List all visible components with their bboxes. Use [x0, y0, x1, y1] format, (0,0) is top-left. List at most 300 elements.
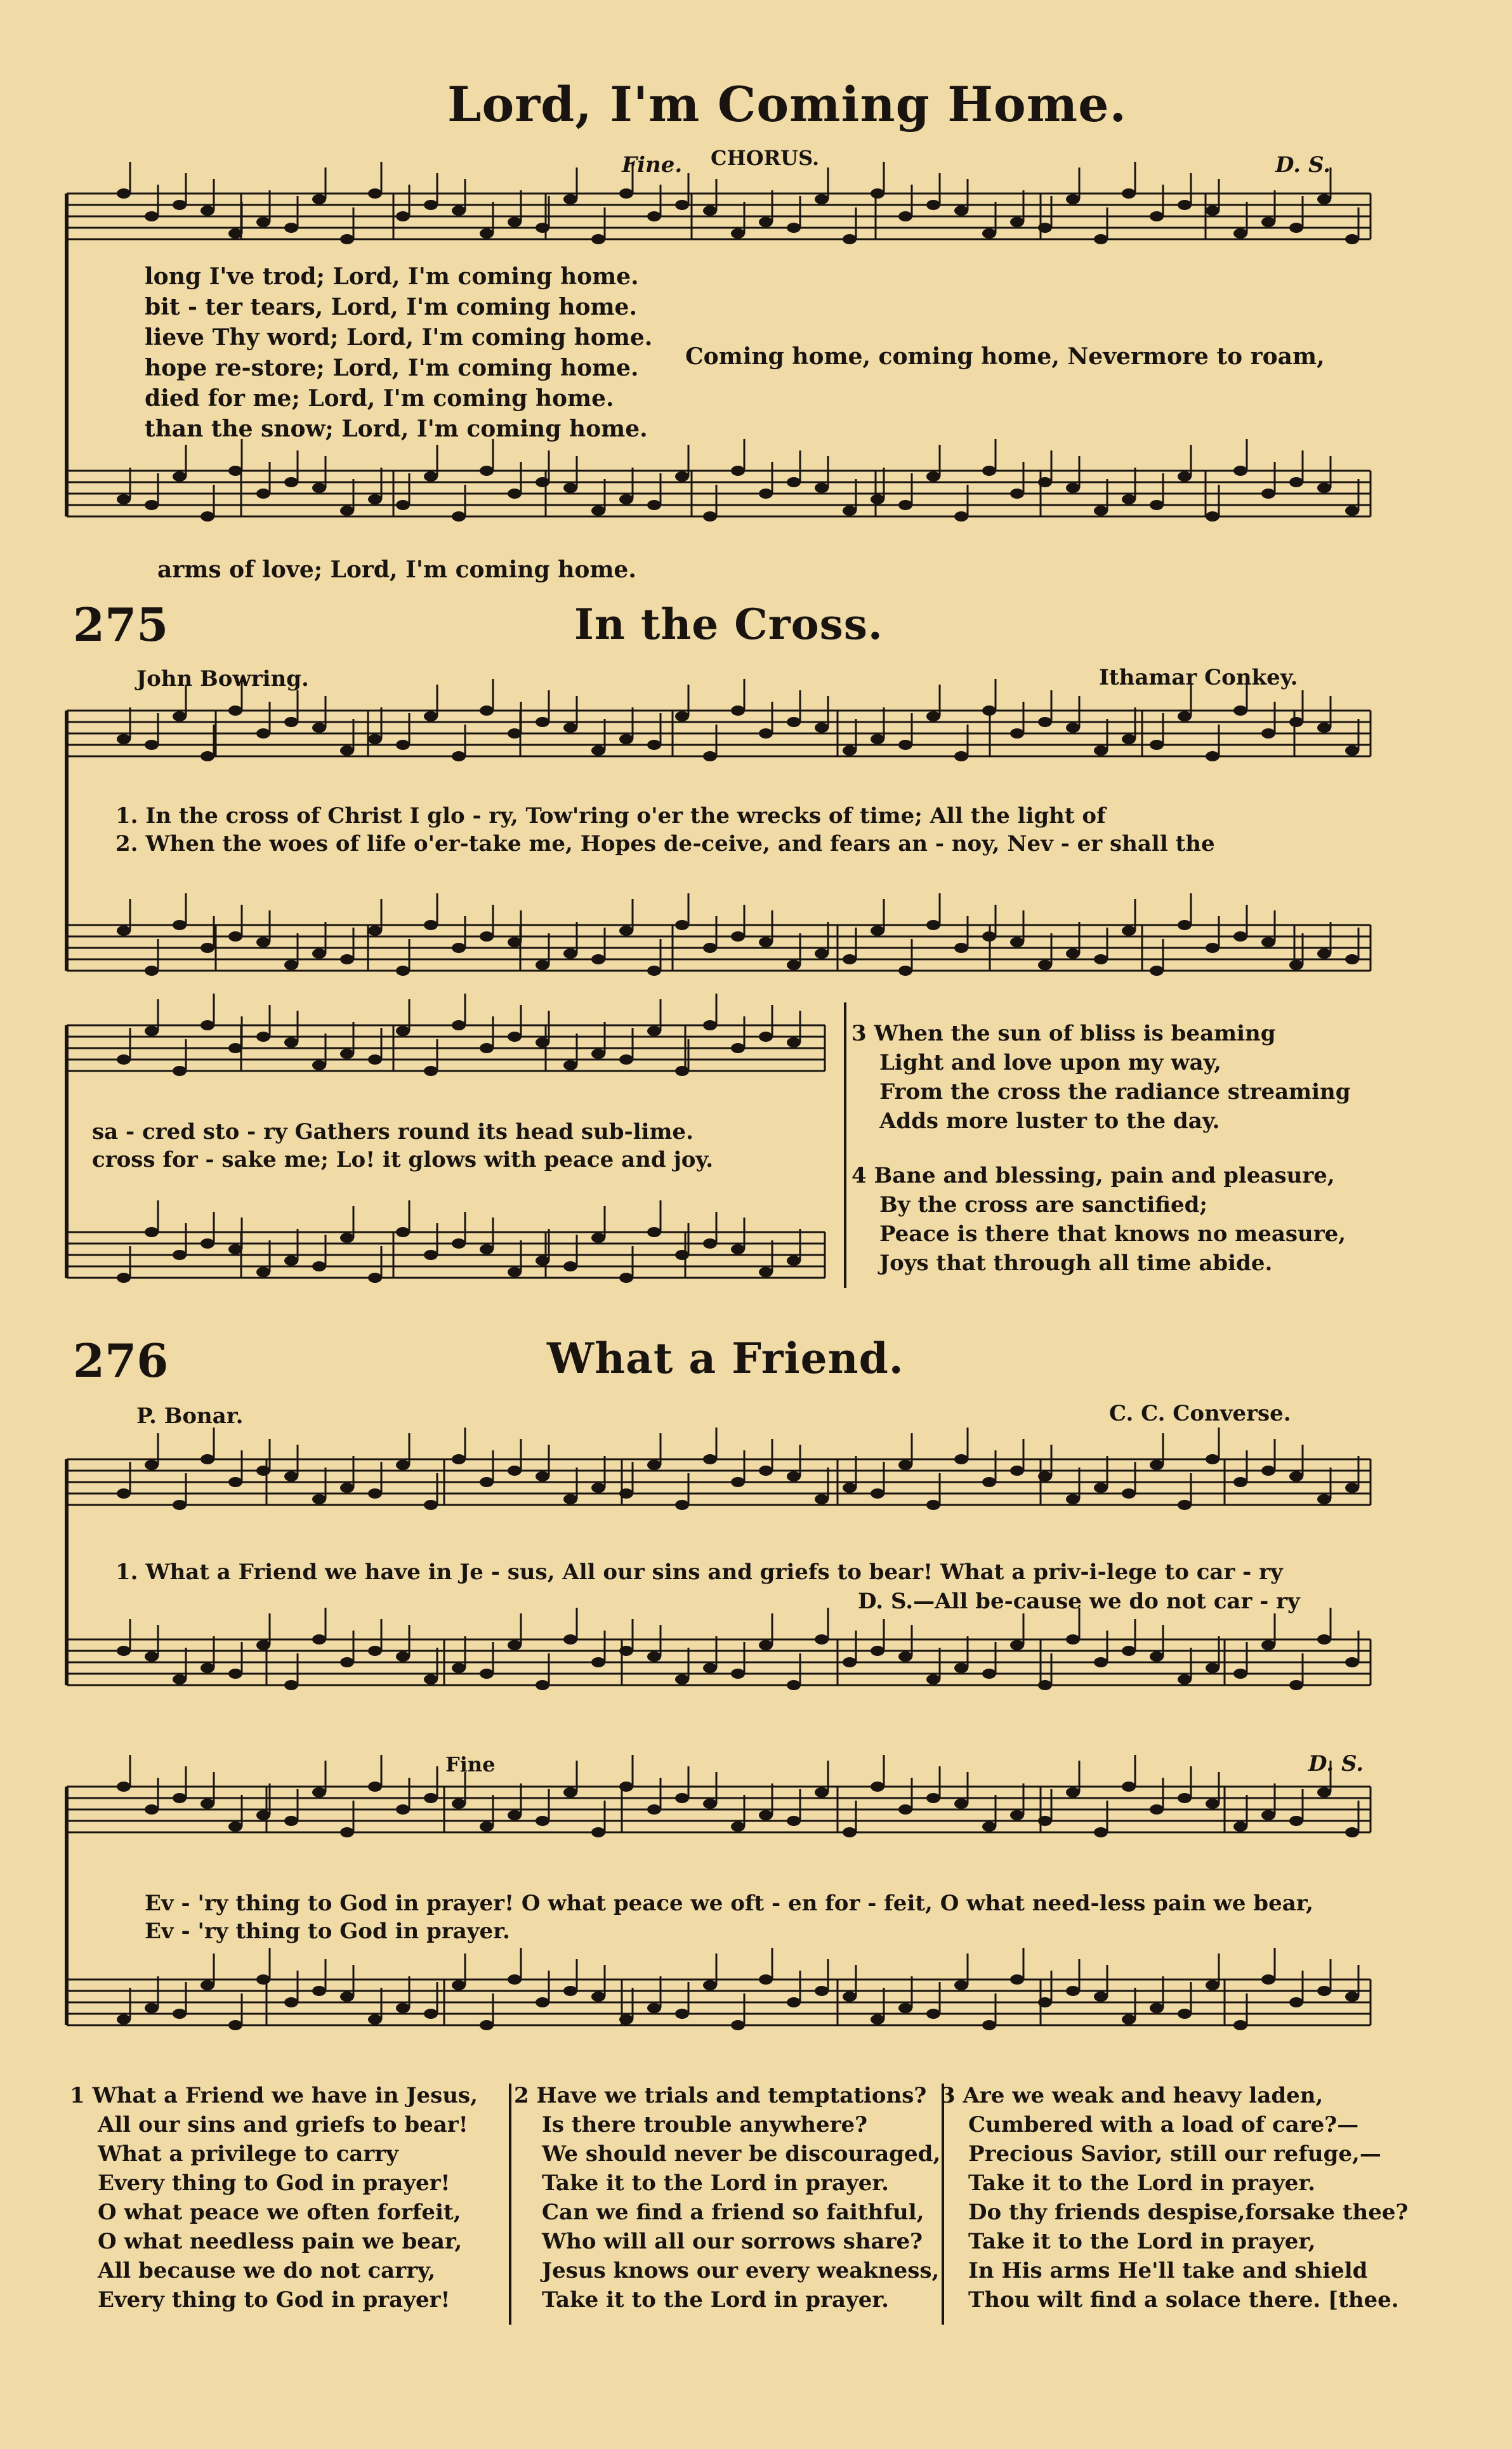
verse-line: Every thing to God in prayer!	[98, 2170, 450, 2196]
note-head	[424, 2009, 438, 2019]
chorus-lyric: Coming home, coming home, Nevermore to roam,	[685, 343, 1325, 370]
note-head	[117, 494, 131, 504]
verse-endings	[145, 261, 652, 444]
note-head	[480, 1244, 494, 1254]
verse-3	[940, 2081, 1408, 2314]
note-head	[228, 228, 242, 239]
note-head	[452, 1238, 466, 1249]
note-head	[145, 2003, 159, 2013]
note-head	[284, 1997, 298, 2007]
note-head	[591, 1992, 605, 2002]
note-head	[954, 751, 968, 761]
note-head	[256, 728, 270, 739]
note-head	[536, 1037, 549, 1047]
note-head	[340, 1992, 354, 2002]
note-head	[703, 206, 717, 216]
note-head	[117, 1273, 131, 1283]
note-head	[396, 1460, 410, 1470]
note-head	[1010, 728, 1024, 739]
note-head	[201, 511, 214, 522]
note-head	[368, 494, 382, 504]
note-head	[591, 1049, 605, 1059]
note-head	[340, 1657, 354, 1667]
note-head	[759, 728, 773, 739]
note-head	[619, 188, 633, 199]
note-head	[703, 1020, 717, 1030]
note-head	[340, 1049, 354, 1059]
note-head	[228, 1669, 242, 1679]
verse-line: Take it to the Lord in prayer.	[542, 2170, 889, 2196]
note-head	[982, 228, 996, 239]
note-head	[619, 494, 633, 504]
note-head	[1010, 489, 1024, 499]
note-head	[256, 1267, 270, 1277]
note-head	[480, 466, 494, 476]
note-head	[954, 511, 968, 522]
note-head	[1206, 1663, 1219, 1673]
note-head	[1066, 1634, 1080, 1645]
note-head	[1038, 1680, 1052, 1690]
note-head	[145, 1651, 159, 1662]
verse-line: Every thing to God in prayer!	[98, 2287, 450, 2313]
note-head	[954, 1663, 968, 1673]
note-head	[703, 1238, 717, 1249]
verse-line: From the cross the radiance streaming	[879, 1079, 1351, 1105]
note-head	[368, 1054, 382, 1065]
note-head	[647, 1804, 661, 1815]
note-head	[1233, 1669, 1247, 1679]
note-head	[703, 1663, 717, 1673]
note-head	[1261, 1974, 1275, 1985]
note-head	[452, 943, 466, 953]
note-head	[536, 960, 549, 970]
note-head	[284, 477, 298, 487]
note-head	[563, 1261, 577, 1271]
note-head	[703, 1980, 717, 1990]
note-head	[340, 1827, 354, 1837]
hymn-author: P. Bonar.	[136, 1403, 244, 1429]
note-head	[452, 751, 466, 761]
note-head	[619, 1782, 633, 1792]
note-head	[424, 711, 438, 721]
note-head	[1345, 506, 1359, 516]
note-head	[508, 1466, 522, 1476]
note-head	[926, 1793, 940, 1803]
note-head	[173, 2009, 187, 2019]
note-head	[1150, 1804, 1164, 1815]
note-head	[1094, 745, 1108, 756]
note-head	[424, 1793, 438, 1803]
note-head	[731, 2020, 745, 2030]
note-head	[256, 1466, 270, 1476]
note-head	[312, 1986, 326, 1996]
note-head	[843, 506, 857, 516]
note-head	[228, 2020, 242, 2030]
note-head	[926, 200, 940, 210]
note-head	[815, 1986, 829, 1996]
verse-line: All our sins and griefs to bear!	[98, 2112, 468, 2137]
note-head	[536, 477, 549, 487]
note-head	[145, 211, 159, 221]
note-head	[1317, 949, 1331, 959]
note-head	[1178, 200, 1192, 210]
hymn-number: 276	[73, 1334, 169, 1388]
note-head	[787, 717, 801, 727]
verse-line: Light and love upon my way,	[879, 1050, 1221, 1075]
note-head	[1122, 1488, 1136, 1499]
note-head	[1122, 734, 1136, 744]
note-head	[898, 1804, 912, 1815]
note-head	[1345, 1992, 1359, 2002]
note-head	[117, 1488, 131, 1499]
note-head	[368, 188, 382, 199]
note-head	[312, 1787, 326, 1797]
note-head	[145, 500, 159, 510]
note-head	[201, 943, 214, 953]
note-head	[815, 1634, 829, 1645]
note-head	[591, 954, 605, 964]
note-head	[368, 1782, 382, 1792]
note-head	[1233, 1477, 1247, 1487]
note-head	[1094, 954, 1108, 964]
note-head	[619, 1646, 633, 1656]
note-head	[1178, 1500, 1192, 1510]
note-head	[1345, 1827, 1359, 1837]
note-head	[1094, 1657, 1108, 1667]
note-head	[284, 1256, 298, 1266]
note-head	[1122, 2014, 1136, 2025]
note-head	[228, 466, 242, 476]
note-head	[1178, 471, 1192, 482]
note-head	[480, 1043, 494, 1053]
note-head	[312, 1494, 326, 1504]
note-head	[731, 1244, 745, 1254]
note-head	[424, 1250, 438, 1260]
verse-line: 4 Bane and blessing, pain and pleasure,	[851, 1163, 1335, 1188]
note-head	[1010, 217, 1024, 227]
note-head	[1233, 706, 1247, 716]
note-head	[201, 751, 214, 761]
note-head	[926, 2009, 940, 2019]
note-head	[340, 234, 354, 244]
verse-line: We should never be discouraged,	[542, 2141, 941, 2167]
note-head	[480, 1822, 494, 1832]
note-head	[703, 1799, 717, 1809]
note-head	[424, 920, 438, 930]
note-head	[1094, 1827, 1108, 1837]
note-head	[368, 734, 382, 744]
note-head	[1261, 1810, 1275, 1820]
note-head	[898, 966, 912, 976]
note-head	[312, 483, 326, 493]
lyric-verse-2-cont: cross for - sake me; Lo! it glows with peace and joy.	[92, 1147, 714, 1172]
note-head	[815, 1494, 829, 1504]
lyric-verse-1: 1. What a Friend we have in Je - sus, All our sins and griefs to bear! What a priv-i-lege to car - ry	[115, 1559, 1283, 1585]
note-head	[201, 206, 214, 216]
note-head	[1317, 1634, 1331, 1645]
note-head	[508, 1810, 522, 1820]
note-head	[1150, 1460, 1164, 1470]
note-head	[201, 1799, 214, 1809]
note-head	[508, 489, 522, 499]
note-head	[815, 1787, 829, 1797]
note-head	[591, 1657, 605, 1667]
note-head	[1150, 740, 1164, 750]
note-head	[508, 1974, 522, 1985]
note-head	[1122, 494, 1136, 504]
note-head	[871, 2014, 884, 2025]
note-head	[591, 745, 605, 756]
note-head	[1178, 2009, 1192, 2019]
note-head	[815, 723, 829, 733]
verse-line: In His arms He'll take and shield	[968, 2258, 1368, 2283]
note-head	[982, 931, 996, 942]
note-head	[954, 1454, 968, 1464]
note-head	[1094, 1992, 1108, 2002]
verse-line: 3 Are we weak and heavy laden,	[940, 2083, 1324, 2108]
note-head	[619, 926, 633, 936]
note-head	[1178, 1674, 1192, 1684]
note-head	[1289, 223, 1303, 233]
note-head	[1206, 751, 1219, 761]
note-head	[508, 1267, 522, 1277]
note-head	[256, 1032, 270, 1042]
note-head	[340, 1483, 354, 1493]
note-head	[1122, 1646, 1136, 1656]
note-head	[201, 1020, 214, 1030]
note-head	[1289, 960, 1303, 970]
note-head	[1010, 937, 1024, 947]
note-head	[452, 511, 466, 522]
note-head	[759, 1974, 773, 1985]
verse-line: Cumbered with a load of care?—	[968, 2112, 1359, 2137]
note-head	[424, 1066, 438, 1076]
note-head	[982, 466, 996, 476]
note-head	[228, 1043, 242, 1053]
note-head	[173, 1250, 187, 1260]
lyric-line: long I've trod; Lord, I'm coming home.	[145, 263, 639, 290]
note-head	[591, 1233, 605, 1243]
note-head	[843, 1827, 857, 1837]
note-head	[563, 1634, 577, 1645]
note-head	[647, 966, 661, 976]
note-head	[1317, 1494, 1331, 1504]
note-head	[284, 223, 298, 233]
note-head	[954, 943, 968, 953]
note-head	[898, 211, 912, 221]
note-head	[1317, 483, 1331, 493]
note-head	[396, 1804, 410, 1815]
note-head	[1150, 966, 1164, 976]
note-head	[675, 1066, 689, 1076]
note-head	[173, 1793, 187, 1803]
lyric-line: lieve Thy word; Lord, I'm coming home.	[145, 324, 653, 351]
note-head	[1206, 511, 1219, 522]
note-head	[1317, 1986, 1331, 1996]
note-head	[1122, 188, 1136, 199]
note-head	[1150, 211, 1164, 221]
note-head	[843, 1483, 857, 1493]
note-head	[228, 1477, 242, 1487]
note-head	[117, 734, 131, 744]
note-head	[1345, 745, 1359, 756]
note-head	[675, 200, 689, 210]
lyric-line: than the snow; Lord, I'm coming home.	[145, 416, 648, 442]
note-head	[173, 200, 187, 210]
note-head	[843, 1657, 857, 1667]
note-head	[815, 194, 829, 204]
note-head	[452, 1454, 466, 1464]
lyric-verse-1-cont: sa - cred sto - ry Gathers round its head sub-lime.	[92, 1119, 694, 1145]
verse-line: 3 When the sun of bliss is beaming	[851, 1021, 1276, 1046]
hymn-author: John Bowring.	[136, 666, 309, 692]
note-head	[731, 466, 745, 476]
note-head	[452, 206, 466, 216]
note-head	[591, 1483, 605, 1493]
note-head	[173, 1066, 187, 1076]
verse-line: Can we find a friend so faithful,	[542, 2200, 924, 2225]
note-head	[1317, 723, 1331, 733]
note-head	[898, 1651, 912, 1662]
hymn-title: What a Friend.	[547, 1334, 904, 1383]
note-head	[1150, 500, 1164, 510]
note-head	[675, 1674, 689, 1684]
verse-2	[514, 2081, 940, 2314]
note-head	[898, 1460, 912, 1470]
note-head	[647, 1227, 661, 1237]
note-head	[675, 1250, 689, 1260]
note-head	[647, 1026, 661, 1036]
note-head	[871, 926, 884, 936]
note-head	[759, 1267, 773, 1277]
note-head	[619, 2014, 633, 2025]
note-head	[591, 506, 605, 516]
note-head	[396, 211, 410, 221]
note-head	[536, 1256, 549, 1266]
note-head	[312, 1634, 326, 1645]
note-head	[1206, 1454, 1219, 1464]
note-head	[145, 740, 159, 750]
note-head	[1345, 234, 1359, 244]
note-head	[536, 223, 549, 233]
note-head	[1206, 206, 1219, 216]
note-head	[871, 188, 884, 199]
note-head	[340, 506, 354, 516]
note-head	[368, 1488, 382, 1499]
verse-line: Precious Savior, still our refuge,—	[968, 2141, 1381, 2167]
note-head	[591, 234, 605, 244]
note-head	[145, 1026, 159, 1036]
note-head	[1317, 1787, 1331, 1797]
note-head	[1038, 717, 1052, 727]
note-head	[1178, 920, 1192, 930]
note-head	[1206, 1799, 1219, 1809]
note-head	[340, 745, 354, 756]
verse-4	[851, 1161, 1346, 1278]
note-head	[340, 1233, 354, 1243]
note-head	[452, 1980, 466, 1990]
note-head	[284, 1816, 298, 1826]
note-head	[675, 1500, 689, 1510]
hymn-composer: Ithamar Conkey.	[1099, 665, 1298, 690]
note-head	[703, 751, 717, 761]
note-head	[1066, 1787, 1080, 1797]
note-head	[675, 920, 689, 930]
note-head	[787, 1680, 801, 1690]
note-head	[563, 194, 577, 204]
note-head	[926, 1500, 940, 1510]
fine-mark: Fine	[445, 1752, 496, 1776]
note-head	[954, 206, 968, 216]
note-head	[731, 1669, 745, 1679]
note-head	[563, 1986, 577, 1996]
lyric-line: hope re-store; Lord, I'm coming home.	[145, 355, 639, 381]
note-head	[1038, 1816, 1052, 1826]
note-head	[982, 1822, 996, 1832]
lyric-ds: D. S.—All be-cause we do not car - ry	[858, 1589, 1300, 1614]
note-head	[731, 1043, 745, 1053]
verse-line: 1 What a Friend we have in Jesus,	[70, 2083, 478, 2108]
note-head	[480, 706, 494, 716]
ds-mark: D. S.	[1308, 1751, 1364, 1776]
note-head	[871, 494, 884, 504]
lyric-verse-1-cont: Ev - 'ry thing to God in prayer! O what peace we oft - en for - feit, O what need-less pain we bear,	[145, 1891, 1314, 1916]
note-head	[871, 1782, 884, 1792]
verse-line: Adds more luster to the day.	[879, 1108, 1220, 1134]
column-divider	[509, 2084, 511, 2325]
verse-line: Is there trouble anywhere?	[542, 2112, 868, 2137]
note-head	[1261, 728, 1275, 739]
note-head	[368, 1273, 382, 1283]
note-head	[1233, 931, 1247, 942]
note-head	[312, 1060, 326, 1070]
note-head	[926, 711, 940, 721]
note-head	[759, 937, 773, 947]
note-head	[731, 1822, 745, 1832]
verse-line: All because we do not carry,	[98, 2258, 436, 2283]
note-head	[201, 1663, 214, 1673]
note-head	[1122, 926, 1136, 936]
note-head	[145, 1460, 159, 1470]
note-head	[508, 1640, 522, 1650]
note-head	[759, 1810, 773, 1820]
note-head	[731, 1477, 745, 1487]
note-head	[898, 2003, 912, 2013]
note-head	[1010, 1810, 1024, 1820]
note-head	[508, 217, 522, 227]
note-head	[396, 966, 410, 976]
note-head	[228, 706, 242, 716]
note-head	[480, 2020, 494, 2030]
note-head	[982, 2020, 996, 2030]
note-head	[898, 740, 912, 750]
note-head	[396, 1651, 410, 1662]
verse-line: Do thy friends despise,forsake thee?	[968, 2200, 1409, 2225]
note-head	[173, 920, 187, 930]
column-divider	[844, 1002, 846, 1288]
note-head	[898, 500, 912, 510]
note-head	[1289, 717, 1303, 727]
note-head	[619, 1273, 633, 1283]
note-head	[117, 1646, 131, 1656]
note-head	[1038, 960, 1052, 970]
note-head	[563, 1787, 577, 1797]
note-head	[536, 1680, 549, 1690]
note-head	[619, 734, 633, 744]
note-head	[312, 194, 326, 204]
note-head	[117, 926, 131, 936]
note-head	[731, 706, 745, 716]
